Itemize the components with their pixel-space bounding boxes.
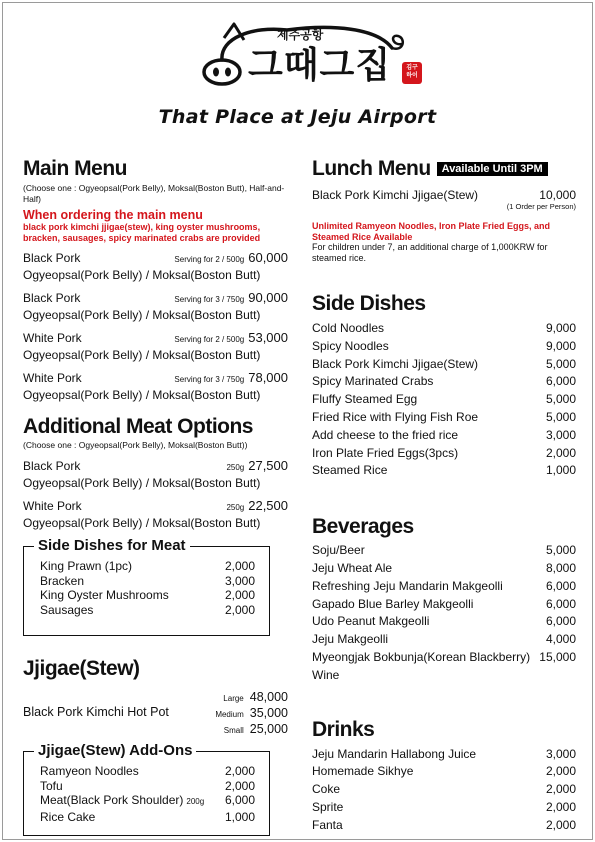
addon-item bbox=[40, 793, 255, 810]
jjigae-price: 25,000 bbox=[249, 722, 288, 736]
list-item-name: Gapado Blue Barley Makgeolli bbox=[312, 596, 474, 611]
menu-item-sub: Ogyeopsal(Pork Belly) / Moksal(Boston Butt) bbox=[23, 308, 261, 322]
list-item-name: Black Pork Kimchi Jjigae(Stew) bbox=[312, 356, 479, 371]
main-menu-note: (Choose one : Ogyeopsal(Pork Belly), Moksal(Boston Butt), Half-and-Half) bbox=[23, 183, 285, 204]
jjigae-price: 35,000 bbox=[249, 706, 288, 720]
logo-korean-small: 제주공항 bbox=[277, 28, 324, 42]
list-item-name: Bracken bbox=[40, 573, 85, 588]
list-item-name: Iron Plate Fried Eggs(3pcs) bbox=[312, 445, 459, 460]
list-item-price: 1,000 bbox=[545, 463, 576, 478]
addon-item-label bbox=[40, 779, 63, 794]
list-item-name: Sprite bbox=[312, 799, 344, 814]
list-item-price: 2,000 bbox=[545, 799, 576, 814]
jjigae-size: Small bbox=[223, 726, 244, 735]
side-meat-list bbox=[24, 559, 255, 617]
list-item-price: 2,000 bbox=[224, 588, 255, 602]
list-item-price: 9,000 bbox=[545, 338, 576, 353]
list-item-price: 6,000 bbox=[545, 374, 576, 389]
list-item-price: 3,000 bbox=[545, 427, 576, 442]
jjigae-size-row bbox=[198, 706, 288, 722]
additional-note: (Choose one : Ogyeopsal(Pork Belly), Moksal(Boston Butt)) bbox=[23, 440, 248, 450]
menu-item-serving: 250g bbox=[226, 503, 245, 512]
menu-item-serving: Serving for 3 / 750g bbox=[174, 295, 245, 304]
menu-item-price: 27,500 bbox=[248, 458, 288, 473]
list-item-price: 5,000 bbox=[545, 392, 576, 407]
jjigae-block bbox=[23, 690, 288, 736]
lunch-badge: Available Until 3PM bbox=[437, 162, 548, 176]
list-item-price: 8,000 bbox=[545, 560, 576, 575]
list-item-name: Fried Rice with Flying Fish Roe bbox=[312, 409, 479, 424]
menu-item-sub: Ogyeopsal(Pork Belly) / Moksal(Boston Butt) bbox=[23, 388, 261, 402]
logo-seal-text: 김구 하이 bbox=[406, 65, 418, 79]
list-item bbox=[312, 542, 576, 560]
list-item-name: Fluffy Steamed Egg bbox=[312, 392, 418, 407]
main-menu-title: Main Menu bbox=[23, 157, 127, 180]
menu-item-row bbox=[23, 498, 288, 516]
list-item bbox=[312, 338, 576, 356]
list-item-price: 5,000 bbox=[545, 356, 576, 371]
side-meat-title: Side Dishes for Meat bbox=[34, 536, 190, 556]
list-item bbox=[312, 391, 576, 409]
menu-item-price: 78,000 bbox=[248, 370, 288, 385]
list-item bbox=[312, 746, 576, 764]
list-item bbox=[312, 799, 576, 817]
menu-item-price: 90,000 bbox=[248, 290, 288, 305]
menu-item-serving: Serving for 2 / 500g bbox=[174, 335, 245, 344]
menu-item-sub: Ogyeopsal(Pork Belly) / Moksal(Boston Butt) bbox=[23, 516, 261, 530]
lunch-item-row bbox=[312, 188, 576, 202]
right-column bbox=[312, 157, 576, 835]
addons-box bbox=[23, 742, 270, 836]
list-item-name: Steamed Rice bbox=[312, 463, 388, 478]
list-item-name: Cold Noodles bbox=[312, 321, 385, 335]
menu-item-sub: Ogyeopsal(Pork Belly) / Moksal(Boston Butt) bbox=[23, 348, 261, 362]
list-item bbox=[312, 373, 576, 391]
jjigae-size-row bbox=[198, 690, 288, 706]
menu-item-sub: Ogyeopsal(Pork Belly) / Moksal(Boston Butt) bbox=[23, 476, 261, 490]
addon-item-name: Meat(Black Pork Shoulder) bbox=[40, 793, 184, 807]
lunch-price-note: (1 Order per Person) bbox=[506, 202, 576, 211]
side-dishes-list bbox=[312, 320, 576, 480]
list-item-price: 9,000 bbox=[545, 321, 576, 335]
list-item-name: Refreshing Jeju Mandarin Makgeolli bbox=[312, 578, 503, 593]
addons-title: Jjigae(Stew) Add-Ons bbox=[34, 741, 196, 761]
side-dishes-title: Side Dishes bbox=[312, 292, 426, 315]
addon-item bbox=[40, 810, 255, 825]
list-item bbox=[40, 588, 255, 603]
menu-item-name: Black Pork bbox=[23, 459, 81, 473]
list-item-price: 4,000 bbox=[545, 632, 576, 647]
list-item-name: Spicy Marinated Crabs bbox=[312, 374, 434, 389]
menu-item bbox=[23, 290, 288, 323]
list-item bbox=[312, 578, 576, 596]
menu-item-row bbox=[23, 290, 288, 308]
jjigae-size-row bbox=[198, 722, 288, 738]
menu-item-name: White Pork bbox=[23, 499, 82, 513]
menu-item-name: Black Pork bbox=[23, 251, 81, 265]
menu-item-row bbox=[23, 250, 288, 268]
menu-item-serving: 250g bbox=[226, 463, 245, 472]
addon-item-price: 2,000 bbox=[224, 778, 255, 793]
list-item-price: 2,000 bbox=[224, 602, 255, 617]
drinks-list bbox=[312, 746, 576, 835]
list-item-name: Add cheese to the fried rice bbox=[312, 427, 459, 442]
list-item bbox=[312, 445, 576, 463]
list-item-price: 6,000 bbox=[545, 614, 576, 629]
beverages-title: Beverages bbox=[312, 515, 414, 539]
list-item-price: 5,000 bbox=[545, 409, 576, 424]
list-item bbox=[312, 649, 576, 685]
list-item bbox=[312, 409, 576, 427]
addon-item-name: Rice Cake bbox=[40, 809, 96, 824]
menu-item-serving: Serving for 3 / 750g bbox=[174, 375, 245, 384]
list-item-name: Udo Peanut Makgeolli bbox=[312, 614, 430, 629]
addon-item-price: 1,000 bbox=[224, 809, 255, 824]
list-item-price: 3,000 bbox=[545, 746, 576, 761]
menu-item bbox=[23, 250, 288, 283]
list-item-price: 6,000 bbox=[545, 596, 576, 611]
menu-item-sub: Ogyeopsal(Pork Belly) / Moksal(Boston Butt) bbox=[23, 268, 261, 282]
jjigae-size: Large bbox=[223, 694, 244, 703]
lunch-header bbox=[312, 157, 576, 181]
menu-item-row bbox=[23, 458, 288, 476]
list-item bbox=[312, 781, 576, 799]
beverages-list bbox=[312, 542, 576, 684]
menu-item-row bbox=[23, 330, 288, 348]
jjigae-title: Jjigae(Stew) bbox=[23, 657, 140, 680]
menu-item-price: 22,500 bbox=[248, 498, 288, 513]
menu-item-name: White Pork bbox=[23, 371, 82, 385]
list-item-price: 5,000 bbox=[545, 543, 576, 558]
jjigae-size: Medium bbox=[215, 710, 244, 719]
list-item bbox=[312, 320, 576, 338]
menu-item bbox=[23, 370, 288, 403]
additional-list bbox=[23, 458, 288, 531]
menu-item-name: White Pork bbox=[23, 331, 82, 345]
main-menu-red-note: black pork kimchi jjigae(stew), king oyster mushrooms, bracken, sausages, spicy marinated crabs are provided bbox=[23, 222, 261, 243]
list-item-name: Jeju Mandarin Hallabong Juice bbox=[312, 746, 477, 761]
list-item-name: Soju/Beer bbox=[312, 543, 365, 558]
addon-item-price: 6,000 bbox=[224, 793, 255, 807]
drinks-title: Drinks bbox=[312, 717, 375, 741]
list-item bbox=[40, 559, 255, 574]
list-item-price: 2,000 bbox=[545, 782, 576, 797]
addon-item-name: Tofu bbox=[40, 778, 63, 793]
addon-item-extra: 200g bbox=[186, 797, 205, 806]
list-item bbox=[312, 462, 576, 480]
list-item-name: Fanta bbox=[312, 817, 343, 832]
list-item-name: Coke bbox=[312, 782, 341, 797]
list-item-price: 3,000 bbox=[224, 573, 255, 588]
menu-item-serving: Serving for 2 / 500g bbox=[174, 255, 245, 264]
menu-item bbox=[23, 458, 288, 491]
list-item bbox=[312, 817, 576, 835]
addon-item bbox=[40, 779, 255, 794]
list-item-name: Spicy Noodles bbox=[312, 338, 389, 353]
lunch-price: 10,000 bbox=[539, 188, 576, 202]
addon-item-label bbox=[40, 793, 204, 810]
addon-item-name: Ramyeon Noodles bbox=[40, 764, 139, 778]
jjigae-price: 48,000 bbox=[249, 690, 288, 704]
addons-list bbox=[24, 764, 255, 824]
lunch-item: Black Pork Kimchi Jjigae(Stew) bbox=[312, 188, 479, 202]
side-meat-box bbox=[23, 537, 270, 636]
list-item bbox=[312, 631, 576, 649]
list-item bbox=[312, 427, 576, 445]
tagline: That Place at Jeju Airport bbox=[158, 106, 437, 128]
list-item-name: King Oyster Mushrooms bbox=[40, 588, 169, 602]
list-item-name: Myeongjak Bokbunja(Korean Blackberry) Wine bbox=[312, 649, 531, 682]
menu-item-name: Black Pork bbox=[23, 291, 81, 305]
addon-item bbox=[40, 764, 255, 779]
list-item bbox=[312, 356, 576, 374]
list-item-name: Jeju Makgeolli bbox=[312, 632, 389, 647]
menu-item-price: 53,000 bbox=[248, 330, 288, 345]
left-column bbox=[23, 157, 288, 836]
list-item-price: 2,000 bbox=[545, 764, 576, 779]
lunch-red-note: Unlimited Ramyeon Noodles, Iron Plate Fried Eggs, and Steamed Rice Available bbox=[312, 221, 551, 242]
addon-item-label bbox=[40, 810, 95, 825]
menu-item-row bbox=[23, 370, 288, 388]
main-menu-list bbox=[23, 250, 288, 403]
lunch-note: For children under 7, an additional charge of 1,000KRW for steamed rice. bbox=[312, 242, 548, 263]
list-item bbox=[40, 574, 255, 589]
list-item-price: 2,000 bbox=[545, 817, 576, 832]
menu-item-price: 60,000 bbox=[248, 250, 288, 265]
list-item bbox=[312, 613, 576, 631]
list-item bbox=[312, 763, 576, 781]
list-item-price: 2,000 bbox=[545, 445, 576, 460]
main-menu-red-title: When ordering the main menu bbox=[23, 208, 203, 222]
list-item-name: Jeju Wheat Ale bbox=[312, 560, 393, 575]
list-item bbox=[40, 603, 255, 618]
addon-item-label bbox=[40, 764, 139, 779]
addon-item-price: 2,000 bbox=[224, 764, 255, 778]
restaurant-logo bbox=[192, 18, 422, 98]
menu-item bbox=[23, 330, 288, 363]
list-item-name: Homemade Sikhye bbox=[312, 764, 414, 779]
additional-title: Additional Meat Options bbox=[23, 415, 253, 438]
jjigae-item: Black Pork Kimchi Hot Pot bbox=[23, 705, 169, 719]
list-item-price: 6,000 bbox=[545, 578, 576, 593]
list-item-name: King Prawn (1pc) bbox=[40, 559, 133, 573]
list-item bbox=[312, 560, 576, 578]
menu-item bbox=[23, 498, 288, 531]
list-item-name: Sausages bbox=[40, 602, 94, 617]
lunch-title: Lunch Menu bbox=[312, 157, 431, 180]
list-item-price: 15,000 bbox=[539, 649, 576, 664]
list-item-price: 2,000 bbox=[224, 559, 255, 573]
logo-korean-main: 그때그집 bbox=[248, 45, 392, 86]
list-item bbox=[312, 596, 576, 614]
jjigae-sizes bbox=[198, 690, 288, 738]
